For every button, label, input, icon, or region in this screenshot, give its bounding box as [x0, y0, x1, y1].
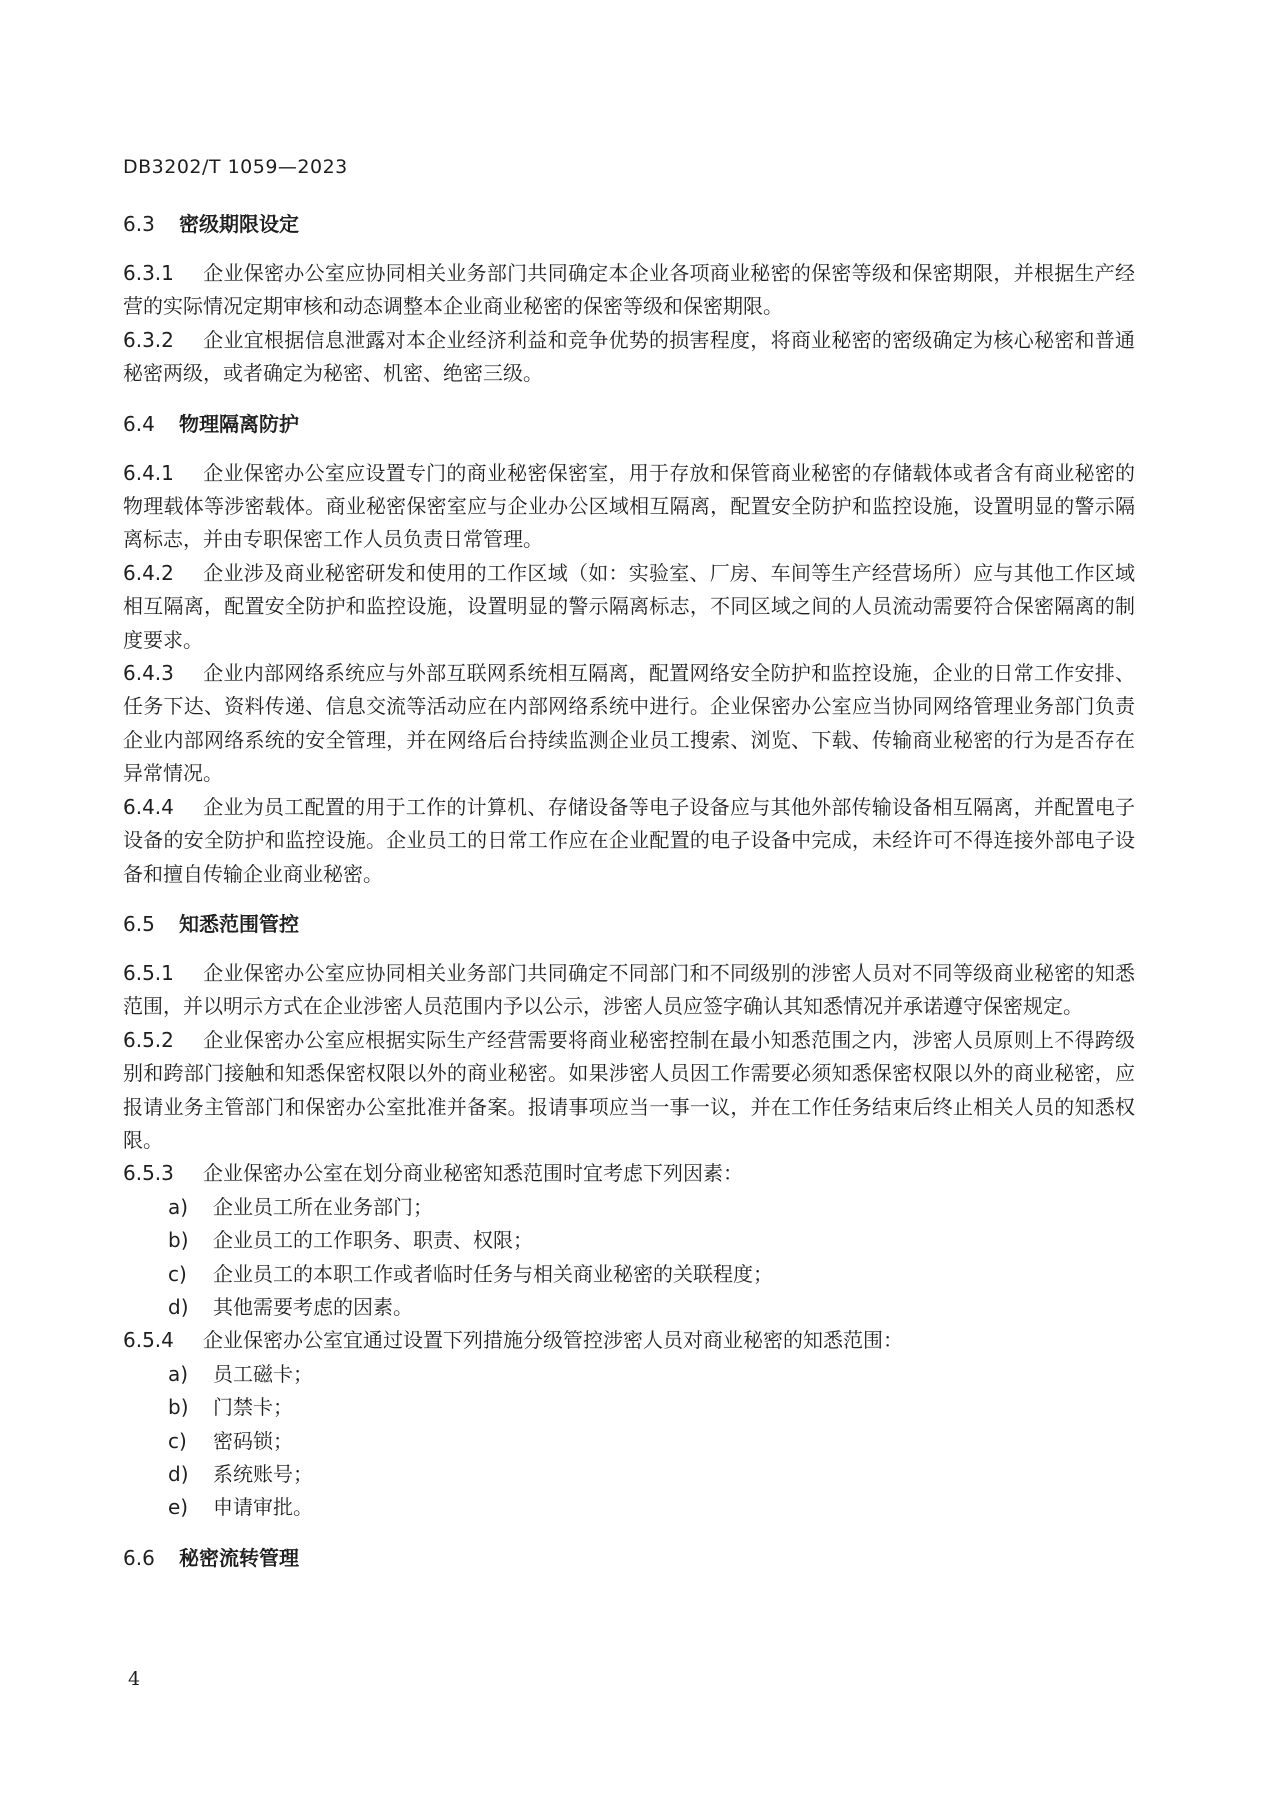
clause-text: 企业宜根据信息泄露对本企业经济利益和竞争优势的损害程度，将商业秘密的密级确定为核心秘密和普通秘密两级，或者确定为秘密、机密、绝密三级。 — [123, 327, 1135, 386]
section-6-3-clauses — [123, 257, 1135, 391]
section-number: 6.4 — [123, 411, 155, 436]
clause-text: 企业保密办公室在划分商业秘密知悉范围时宜考虑下列因素： — [203, 1161, 743, 1186]
clause-text: 企业保密办公室应设置专门的商业秘密保密室，用于存放和保管商业秘密的存储载体或者含有商业秘密的物理载体等涉密载体。商业秘密保密室应与企业办公区域相互隔离，配置安全防护和监控设施，设置明显的警示隔离标志，并由专职保密工作人员负责日常管理。 — [123, 460, 1135, 552]
clause-text: 企业保密办公室宜通过设置下列措施分级管控涉密人员对商业秘密的知悉范围： — [203, 1328, 903, 1353]
section-heading-6-5 — [123, 907, 1135, 941]
list-marker: a) — [168, 1361, 189, 1386]
clause-6-3-1 — [123, 257, 1135, 324]
section-heading-6-3 — [123, 207, 1135, 241]
list-item-text: 员工磁卡； — [213, 1361, 313, 1386]
section-title: 秘密流转管理 — [179, 1545, 299, 1570]
clause-6-5-3 — [123, 1157, 1135, 1190]
list-item — [123, 1425, 1135, 1458]
clause-6-4-3 — [123, 657, 1135, 791]
clause-6-3-2 — [123, 324, 1135, 391]
section-number: 6.6 — [123, 1545, 155, 1570]
page-number: 4 — [128, 1668, 141, 1690]
section-number: 6.5 — [123, 911, 155, 936]
list-item-text: 企业员工的工作职务、职责、权限； — [213, 1228, 533, 1253]
list-item — [123, 1224, 1135, 1257]
list-marker: b) — [168, 1228, 189, 1253]
clause-number: 6.3.2 — [123, 327, 174, 352]
section-heading-6-6 — [123, 1541, 1135, 1575]
list-item-text: 其他需要考虑的因素。 — [213, 1294, 413, 1319]
list-item-text: 企业员工的本职工作或者临时任务与相关商业秘密的关联程度； — [213, 1261, 773, 1286]
list-item-text: 系统账号； — [213, 1462, 313, 1486]
list-item — [123, 1458, 1135, 1491]
section-number: 6.3 — [123, 212, 155, 236]
list-item-text: 申请审批。 — [213, 1495, 313, 1520]
clause-6-5-4 — [123, 1324, 1135, 1357]
clause-6-5-2 — [123, 1024, 1135, 1158]
list-item — [123, 1258, 1135, 1291]
clause-6-4-2 — [123, 557, 1135, 657]
list-item — [123, 1491, 1135, 1524]
list-marker: c) — [168, 1261, 187, 1286]
list-marker: d) — [168, 1462, 189, 1486]
list-marker: c) — [168, 1428, 187, 1453]
list-marker: e) — [168, 1495, 189, 1520]
list-marker: a) — [168, 1194, 189, 1219]
clause-number: 6.5.4 — [123, 1328, 174, 1353]
section-heading-6-4 — [123, 407, 1135, 441]
clause-text: 企业保密办公室应协同相关业务部门共同确定本企业各项商业秘密的保密等级和保密期限，并根据生产经营的实际情况定期审核和动态调整本企业商业秘密的保密等级和保密期限。 — [123, 261, 1135, 319]
section-6-4-clauses — [123, 457, 1135, 891]
clause-number: 6.5.2 — [123, 1027, 174, 1052]
clause-number: 6.4.2 — [123, 560, 174, 585]
list-item — [123, 1358, 1135, 1391]
clause-6-4-1 — [123, 457, 1135, 557]
clause-text: 企业为员工配置的用于工作的计算机、存储设备等电子设备应与其他外部传输设备相互隔离，并配置电子设备的安全防护和监控设施。企业员工的日常工作应在企业配置的电子设备中完成，未经许可不得连接外部电子设备和擅自传输企业商业秘密。 — [123, 794, 1135, 886]
section-title: 物理隔离防护 — [179, 411, 299, 436]
list-item — [123, 1191, 1135, 1224]
clause-text: 企业保密办公室应根据实际生产经营需要将商业秘密控制在最小知悉范围之内，涉密人员原则上不得跨级别和跨部门接触和知悉保密权限以外的商业秘密。如果涉密人员因工作需要必须知悉保密权限以外的商业秘密，应报请业务主管部门和保密办公室批准并备案。报请事项应当一事一议，并在工作任务结束后终止相关人员的知悉权限。 — [123, 1027, 1135, 1152]
list-marker: d) — [168, 1294, 189, 1319]
list-item-text: 企业员工所在业务部门； — [213, 1194, 433, 1219]
document-code: DB3202/T 1059—2023 — [123, 156, 348, 178]
section-title: 密级期限设定 — [179, 212, 299, 236]
clause-text: 企业保密办公室应协同相关业务部门共同确定不同部门和不同级别的涉密人员对不同等级商业秘密的知悉范围，并以明示方式在企业涉密人员范围内予以公示，涉密人员应签字确认其知悉情况并承诺遵守保密规定。 — [123, 960, 1135, 1019]
list-item — [123, 1391, 1135, 1424]
clause-number: 6.3.1 — [123, 261, 174, 285]
clause-number: 6.4.1 — [123, 460, 174, 485]
clause-number: 6.5.1 — [123, 960, 174, 985]
document-body — [123, 207, 1135, 1591]
list-item — [123, 1291, 1135, 1324]
section-title: 知悉范围管控 — [179, 911, 299, 936]
clause-text: 企业内部网络系统应与外部互联网系统相互隔离，配置网络安全防护和监控设施，企业的日常工作安排、任务下达、资料传递、信息交流等活动应在内部网络系统中进行。企业保密办公室应当协同网络管理业务部门负责企业内部网络系统的安全管理，并在网络后台持续监测企业员工搜索、浏览、下载、传输商业秘密的行为是否存在异常情况。 — [123, 661, 1135, 786]
clause-number: 6.4.4 — [123, 794, 174, 819]
clause-number: 6.5.3 — [123, 1161, 174, 1186]
clause-text: 企业涉及商业秘密研发和使用的工作区域（如：实验室、厂房、车间等生产经营场所）应与其他工作区域相互隔离，配置安全防护和监控设施，设置明显的警示隔离标志，不同区域之间的人员流动需要符合保密隔离的制度要求。 — [123, 560, 1135, 652]
section-6-5-clauses — [123, 957, 1135, 1525]
clause-number: 6.4.3 — [123, 661, 174, 686]
list-marker: b) — [168, 1395, 189, 1420]
list-item-text: 密码锁； — [213, 1428, 293, 1453]
clause-6-4-4 — [123, 791, 1135, 891]
list-item-text: 门禁卡； — [213, 1395, 293, 1420]
clause-6-5-1 — [123, 957, 1135, 1024]
